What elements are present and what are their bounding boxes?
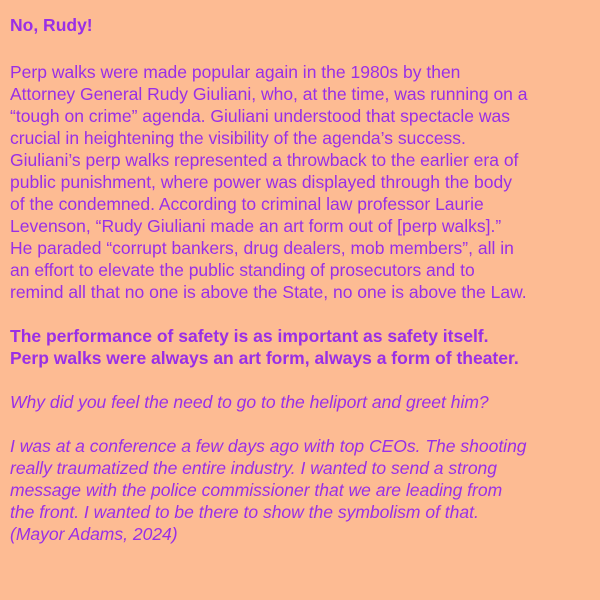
interview-answer: I was at a conference a few days ago with top CEOs. The shooting really traumatized the entire industry. I wanted to send a strong message with the police commissioner that we are leading from the front. I wanted to be there to show the symbolism of that. (Mayor Adams, 2024) [10,436,527,544]
document-title: No, Rudy! [10,15,93,35]
body-paragraph: Perp walks were made popular again in the 1980s by then Attorney General Rudy Giuliani, who, at the time, was running on a “tough on crime” agenda. Giuliani understood that spectacle was crucial in heightening the visibility of the agenda’s success. Giuliani’s perp walks represented a throwback to the earlier era of public punishment, where power was displayed through the body of the condemned. According to criminal law professor Laurie Levenson, “Rudy Giuliani made an art form out of [perp walks].” He paraded “corrupt bankers, drug dealers, mob members”, all in an effort to elevate the public standing of prosecutors and to remind all that no one is above the State, no one is above the Law. [10,62,528,302]
interview-question: Why did you feel the need to go to the heliport and greet him? [10,392,489,412]
emphasis-statement: The performance of safety is as important as safety itself. Perp walks were always an art form, always a form of theater. [10,326,519,368]
